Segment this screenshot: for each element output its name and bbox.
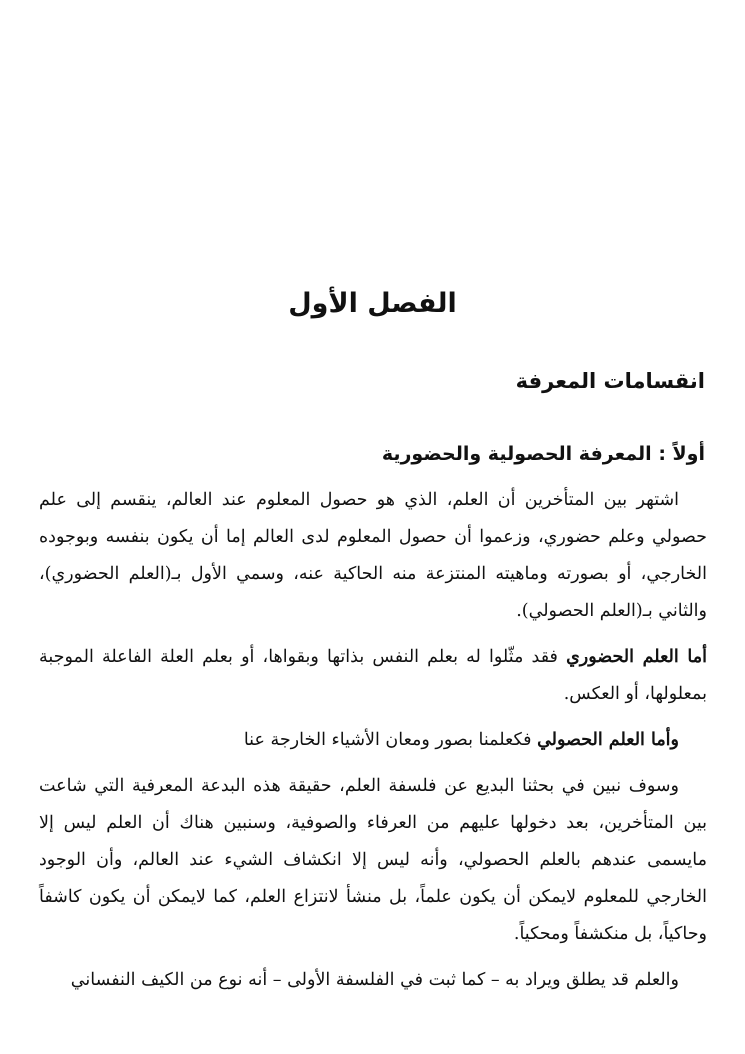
body-text <box>39 482 707 1008</box>
paragraph-3-text: فكعلمنا بصور ومعان الأشياء الخارجة عنا <box>243 730 538 750</box>
section-title: انقسامات المعرفة <box>515 369 705 393</box>
paragraph-3-lead: وأما العلم الحصولي <box>537 730 679 750</box>
paragraph-5: والعلم قد يطلق ويراد به – كما ثبت في الفلسفة الأولى – أنه نوع من الكيف النفساني <box>70 970 679 990</box>
paragraph-3 <box>39 722 707 759</box>
paragraph-1: اشتهر بين المتأخرين أن العلم، الذي هو حصول المعلوم عند العالم، ينقسم إلى علم حصولي وعلم حضوري، وزعموا أن حصول المعلوم لدى العالم إما أن يكون بنفسه وبوجوده الخارجي، أو بصورته وماهيته المنتزعة منه الحاكية عنه، وسمي الأول بـ(العلم الحضوري)، والثاني بـ(العلم الحصولي). <box>39 490 707 621</box>
paragraph-2-text: فقد مثّلوا له بعلم النفس بذاتها وبقواها، أو بعلم العلة الفاعلة الموجبة بمعلولها، أو العكس. <box>39 647 707 704</box>
paragraph-2 <box>39 639 707 713</box>
subsection-title: أولاً : المعرفة الحصولية والحضورية <box>381 443 705 465</box>
paragraph-2-lead: أما العلم الحضوري <box>566 647 707 667</box>
chapter-title: الفصل الأول <box>288 288 457 319</box>
paragraph-4: وسوف نبين في بحثنا البديع عن فلسفة العلم، حقيقة هذه البدعة المعرفية التي شاعت بين المتأخرين، بعد دخولها عليهم من العرفاء والصوفية، وسنبين هناك أن العلم ليس إلا مايسمى عندهم بالعلم الحصولي، وأنه ليس إلا انكشاف الشيء عند العالم، وأن الوجود الخارجي للمعلوم لايمكن أن يكون علماً، بل منشأ لانتزاع العلم، كما لايمكن أن يكون كاشفاً وحاكياً، بل منكشفاً ومحكياً. <box>39 776 707 944</box>
